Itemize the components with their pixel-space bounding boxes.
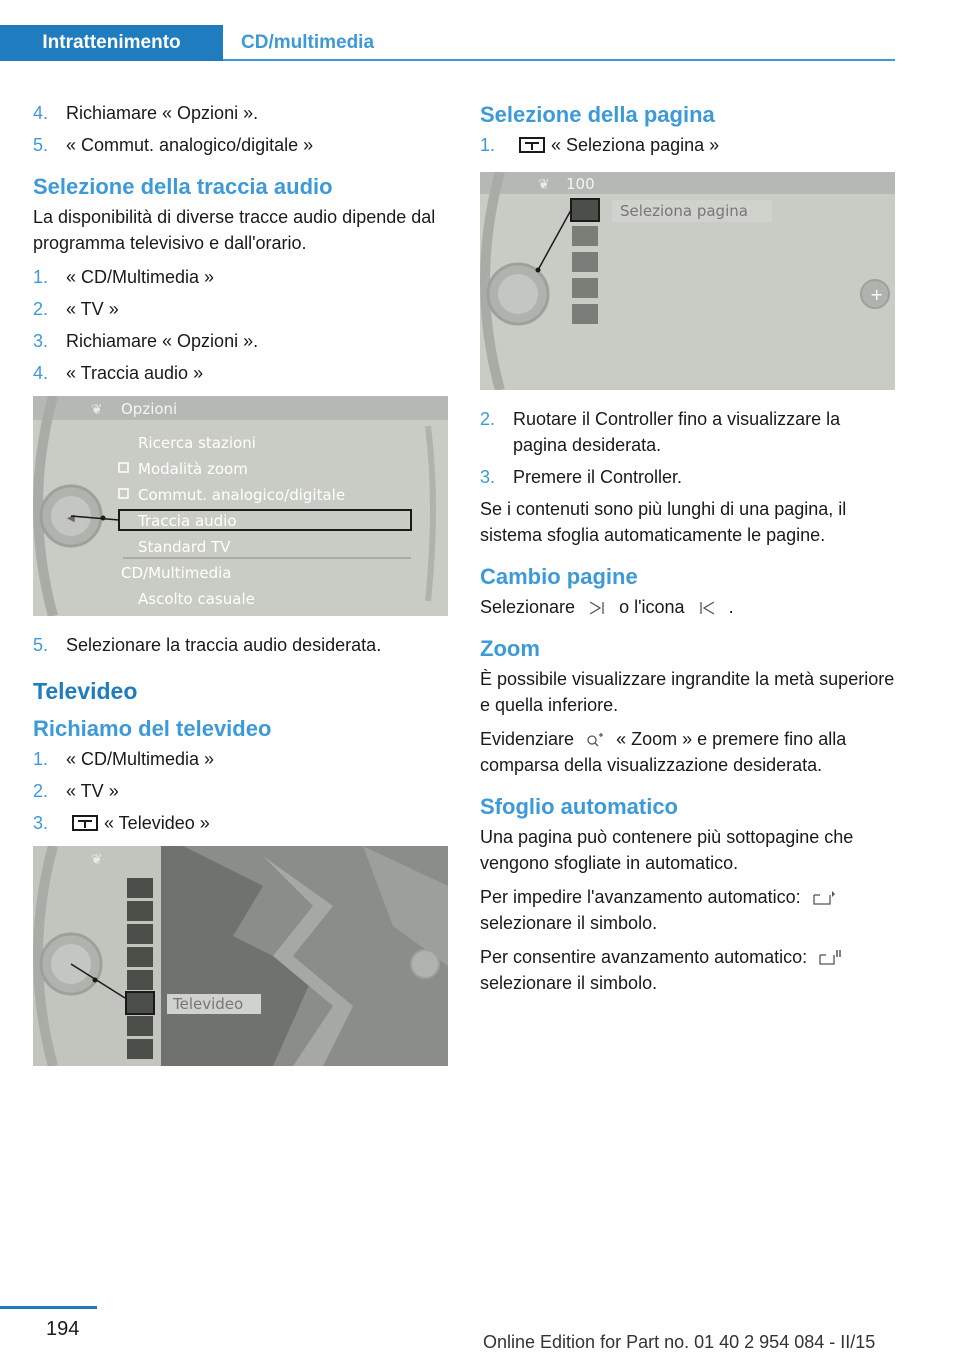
svg-text:❦: ❦: [91, 852, 103, 868]
list-item: 4. Richiamare « Opzioni ».: [33, 103, 259, 123]
list-item: 5. Selezionare la traccia audio desiderata.: [33, 635, 382, 655]
list-item: 5. « Commut. analogico/digitale »: [33, 135, 314, 155]
list-item: 3. Richiamare « Opzioni ».: [33, 331, 259, 351]
stop-auto-text: Per impedire l'avanzamento automatico: selezionare il simbolo.: [480, 884, 895, 936]
svg-text:◀: ◀: [67, 513, 75, 524]
televideo-icon: [519, 137, 545, 155]
menu-item: Modalità zoom: [138, 460, 248, 478]
svg-text:❦: ❦: [538, 177, 550, 193]
zoom-icon: [585, 731, 605, 749]
zoom-heading: Zoom: [480, 636, 540, 661]
change-heading: Cambio pagine: [480, 564, 638, 589]
audio-heading: Selezione della traccia audio: [33, 174, 333, 199]
change-text: Selezionare o l'icona .: [480, 597, 734, 617]
menu-item: Standard TV: [138, 538, 231, 556]
right-column: [480, 100, 895, 1004]
televideo-icon: [72, 815, 98, 833]
multi-page-text: Se i contenuti sono più lunghi di una pagina, il sistema sfoglia automaticamente le pagine.: [480, 499, 847, 545]
page-select-label: Seleziona pagina: [620, 202, 748, 220]
list-item: 1. « CD/Multimedia »: [33, 267, 215, 287]
svg-text:+: +: [870, 285, 884, 304]
next-page-icon: [586, 600, 608, 616]
options-menu-screenshot: [33, 396, 448, 616]
auto-text: Una pagina può contenere più sottopagine che vengono sfogliate in automatico.: [480, 827, 854, 873]
page-select-screenshot: [480, 172, 895, 390]
list-item: 2. « TV »: [33, 781, 119, 801]
call-heading: Richiamo del televideo: [33, 716, 272, 741]
list-item: 3. « Televideo »: [33, 813, 210, 833]
zoom-instruction: Evidenziare « Zoom » e premere fino alla comparsa della visualizzazione desiderata.: [480, 729, 847, 775]
chapter-tab: CD/multimedia: [241, 32, 375, 53]
menu-title: Opzioni: [121, 400, 178, 418]
edition-text: Online Edition for Part no. 01 40 2 954 084 - II/15: [483, 1332, 876, 1352]
page-select-heading: Selezione della pagina: [480, 102, 715, 127]
list-item: 4. « Traccia audio »: [33, 363, 204, 383]
audio-intro: La disponibilità di diverse tracce audio dipende dal programma televisivo e dall'orario.: [33, 207, 436, 253]
televideo-label: Televideo: [173, 995, 244, 1013]
menu-item: Ascolto casuale: [138, 590, 255, 608]
televideo-screenshot: [33, 846, 448, 1066]
list-item: 2. « TV »: [33, 299, 119, 319]
list-item: 2. Ruotare il Controller fino a visualizzare la pagina desiderata.: [480, 409, 841, 455]
start-auto-icon: [818, 949, 842, 967]
televideo-heading: Televideo: [33, 678, 138, 704]
page-number-footer: 194: [46, 1318, 80, 1340]
menu-item: Ricerca stazioni: [138, 434, 256, 452]
previous-page-icon: [696, 600, 718, 616]
list-item: 3. Premere il Controller.: [480, 467, 683, 487]
svg-text:❦: ❦: [91, 402, 103, 418]
menu-section: CD/Multimedia: [121, 564, 232, 582]
section-tab: Intrattenimento: [0, 25, 223, 61]
zoom-text: È possibile visualizzare ingrandite la metà superiore e quella inferiore.: [480, 669, 895, 715]
footer-rule: [0, 1306, 97, 1309]
menu-item: Traccia audio: [138, 512, 237, 530]
list-item: 1. « Seleziona pagina »: [480, 135, 720, 155]
stop-auto-icon: [812, 889, 836, 907]
left-column: [33, 100, 448, 1082]
list-item: 1. « CD/Multimedia »: [33, 749, 215, 769]
page-number: 100: [566, 175, 595, 193]
page-header: [0, 25, 895, 61]
auto-heading: Sfoglio automatico: [480, 794, 678, 819]
start-auto-text: Per consentire avanzamento automatico: selezionare il simbolo.: [480, 944, 895, 996]
header-rule: [223, 59, 895, 61]
menu-item: Commut. analogico/digitale: [138, 486, 346, 504]
